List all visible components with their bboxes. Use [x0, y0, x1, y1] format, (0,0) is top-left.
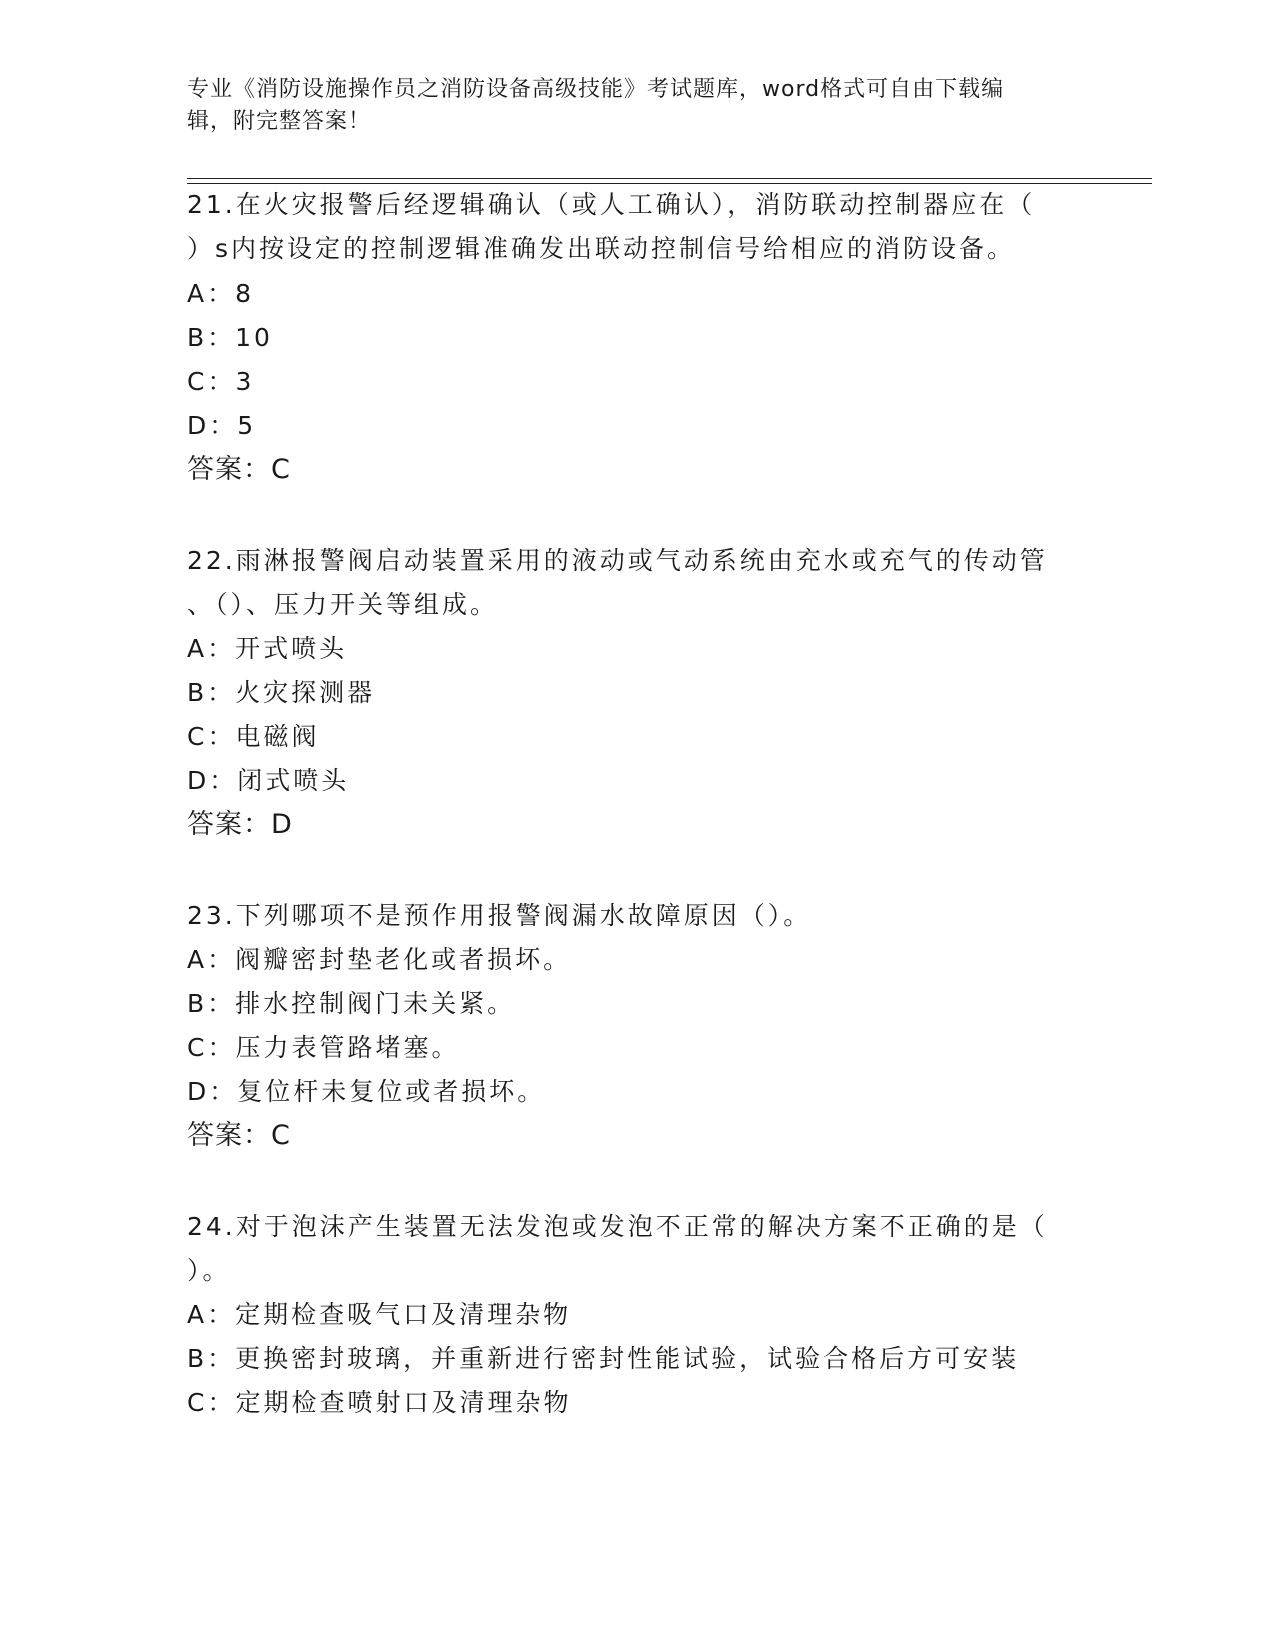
option-c: C：3	[187, 367, 255, 396]
option-a: A：开式喷头	[187, 634, 348, 663]
question-stem-line: 24.对于泡沫产生装置无法发泡或发泡不正常的解决方案不正确的是（	[187, 1212, 1048, 1241]
question-stem-line: ）s内按设定的控制逻辑准确发出联动控制信号给相应的消防设备。	[187, 234, 1016, 263]
option-b: B：10	[187, 323, 273, 352]
question-stem-line: 、（）、压力开关等组成。	[187, 590, 499, 619]
option-b: B：火灾探测器	[187, 678, 376, 707]
answer: 答案：C	[187, 454, 291, 485]
option-d: D：5	[187, 411, 257, 440]
option-d: D：复位杆未复位或者损坏。	[187, 1077, 546, 1106]
option-c: C：定期检查喷射口及清理杂物	[187, 1388, 572, 1417]
header-line-2: 辑，附完整答案！	[187, 109, 372, 134]
header-line-1: 专业《消防设施操作员之消防设备高级技能》考试题库，word格式可自由下载编	[187, 77, 1005, 102]
question-stem-line: 21.在火灾报警后经逻辑确认（或人工确认），消防联动控制器应在（	[187, 190, 1036, 219]
option-c: C：压力表管路堵塞。	[187, 1033, 460, 1062]
option-c: C：电磁阀	[187, 722, 320, 751]
option-b: B：更换密封玻璃，并重新进行密封性能试验，试验合格后方可安装	[187, 1344, 1020, 1373]
question-stem-line: ）。	[187, 1256, 231, 1285]
question-stem-line: 22.雨淋报警阀启动装置采用的液动或气动系统由充水或充气的传动管	[187, 546, 1048, 575]
option-a: A：定期检查吸气口及清理杂物	[187, 1300, 572, 1329]
option-a: A：8	[187, 279, 255, 308]
option-a: A：阀瓣密封垫老化或者损坏。	[187, 945, 572, 974]
header-divider-top	[187, 178, 1152, 179]
option-d: D：闭式喷头	[187, 766, 350, 795]
question-stem-line: 23.下列哪项不是预作用报警阀漏水故障原因（）。	[187, 901, 812, 930]
document-header	[187, 74, 1067, 138]
answer: 答案：D	[187, 809, 293, 840]
header-divider-bottom	[187, 183, 1152, 184]
option-b: B：排水控制阀门未关紧。	[187, 989, 516, 1018]
answer: 答案：C	[187, 1120, 291, 1151]
